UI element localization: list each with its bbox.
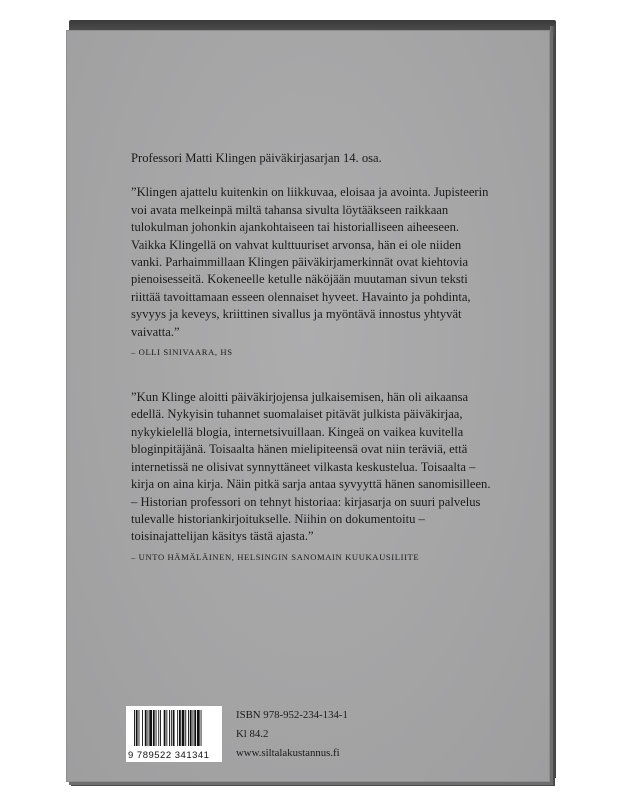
barcode-bar <box>145 710 147 746</box>
barcode-bar <box>153 710 155 746</box>
barcode-bar <box>164 710 166 746</box>
barcode-bar <box>148 710 149 746</box>
isbn: ISBN 978-952-234-134-1 <box>236 709 348 721</box>
barcode-bar <box>160 710 161 746</box>
barcode-bar <box>149 710 152 746</box>
barcode-bar <box>134 710 135 746</box>
barcode-bar <box>171 710 172 746</box>
review-quote-2: ”Kun Klinge aloitti päiväkirjojensa julkaisemisen, hän oli aikaansa edellä. Nykyisin tuhannet suomalaiset pitävät julkista päiväkirjaa, nykykielellä blogia, internetsivuillaan. Kingeä on vaikea kuvitella bloginpitäjänä. Toisaalta hänen mielipiteensä ovat niin teräviä, että internetissä ne olisivat synnyttäneet vilkasta keskustelua. Toisaalta – kirja on aina kirja. Näin pitkä sarja antaa syvyyttä hänen sanomisilleen. – Historian professori on tehnyt historiaa: kirjasarja on suuri palvelus tulevalle historiankirjoitukselle. Niihin on dokumentoitu – toisinajattelijan käsitys tästä ajasta.” <box>131 390 491 544</box>
barcode-bar <box>177 710 178 746</box>
review-attribution-1: – OLLI SINIVAARA, HS <box>131 347 233 358</box>
barcode-bar <box>193 710 194 746</box>
barcode-bar <box>169 710 170 746</box>
book-spine-edge <box>550 26 556 778</box>
barcode-bar <box>182 710 185 746</box>
review-quote-1: ”Klingen ajattelu kuitenkin on liikkuvaa, eloisaa ja avointa. Jupisteerin voi avata melkeinpä miltä tahansa sivulta löytääkseen raikkaan tulokulman johonkin ajankohtaiseen tai historialliseen aiheeseen. Vaikka Klingellä on vahvat kulttuuriset arvonsa, hän ei ole niiden vanki. Parhaimmillaan Klingen päiväkirjamerkinnät ovat kiehtovia pienoisesseitä. Kokeneelle ketulle näköjään muutaman sivun teksti riittää tavoittamaan esseen olennaiset hyveet. Havainto ja pohdinta, syvyys ja keveys, kriittinen sivallus ja myöntävä innostus yhtyvät vaivatta.” <box>131 185 489 339</box>
barcode-bar <box>158 710 159 746</box>
barcode <box>126 706 222 762</box>
barcode-bar <box>197 710 200 746</box>
barcode-bar <box>190 710 192 746</box>
barcode-number: 9 789522 341341 <box>128 750 210 761</box>
barcode-bar <box>139 710 140 746</box>
barcode-bar <box>142 710 143 746</box>
barcode-bar <box>173 710 175 746</box>
barcode-bar <box>188 710 189 746</box>
publication-info <box>236 706 348 763</box>
barcode-bar <box>194 710 196 746</box>
barcode-bar <box>166 710 167 746</box>
barcode-bars <box>126 706 222 750</box>
barcode-bar <box>201 710 202 746</box>
publisher-website: www.siltalakustannus.fi <box>236 747 340 759</box>
review-attribution-2: – UNTO HÄMÄLÄINEN, HELSINGIN SANOMAIN KUUKAUSILIITE <box>131 551 420 562</box>
classification: Kl 84.2 <box>236 728 269 740</box>
barcode-bar <box>156 710 157 746</box>
barcode-bar <box>136 710 138 746</box>
intro-line: Professori Matti Klingen päiväkirjasarjan 14. osa. <box>131 151 382 165</box>
barcode-bar <box>185 710 186 746</box>
back-cover-text <box>131 150 491 564</box>
barcode-bar <box>179 710 181 746</box>
